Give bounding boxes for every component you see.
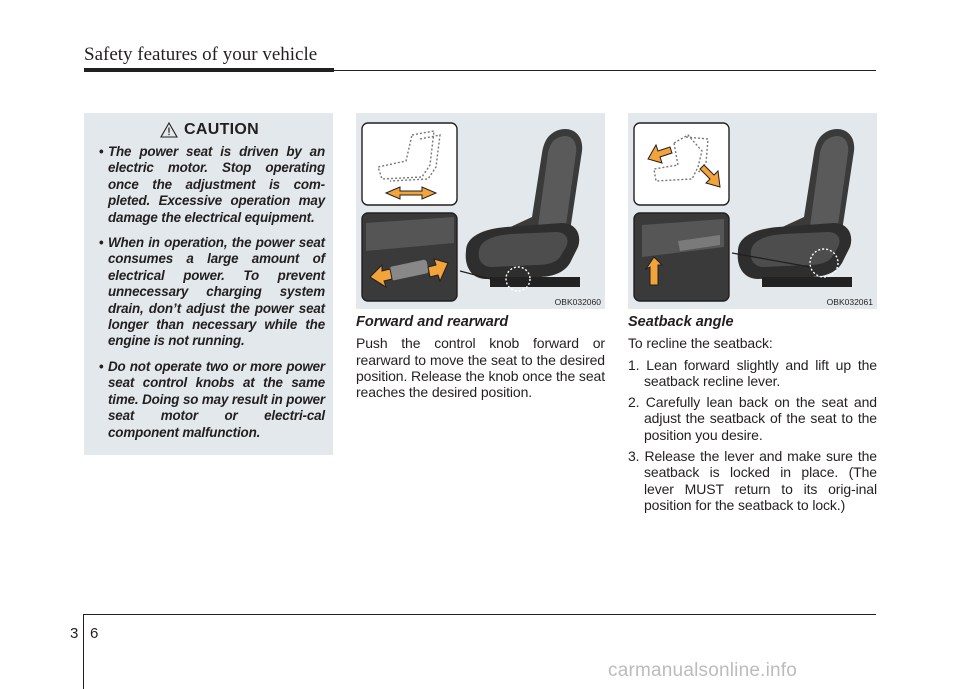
page-header-title: Safety features of your vehicle [84, 44, 318, 65]
seat-forward-illustration [356, 113, 605, 309]
caution-list [94, 144, 325, 441]
section-intro: To recline the seatback: [628, 335, 773, 352]
warning-triangle-icon [160, 122, 178, 138]
watermark: carmanualsonline.info [608, 660, 798, 681]
step-item: 3. Release the lever and make sure the seatback is locked in place. (The lever MUST return to its orig-inal position for the seatback to lock.) [628, 448, 877, 513]
seat-illustration [732, 129, 854, 287]
bullet-icon: • [99, 358, 104, 374]
caution-item: • The power seat is driven by an electric motor. Stop operating once the adjustment is com-pleted. Excessive operation may damage the electrical equipment. [99, 144, 325, 225]
seat-recline-illustration [628, 113, 877, 309]
step-item: 1. Lean forward slightly and lift up the seatback recline lever. [628, 356, 877, 389]
seatback-angle-section [628, 314, 877, 518]
inset-seat-outline [362, 123, 457, 205]
figure-code: OBK032061 [826, 297, 873, 307]
header-rule-thick [84, 68, 334, 72]
inset-recline-lever [634, 213, 729, 301]
caution-header [94, 121, 325, 139]
caution-box [84, 113, 333, 455]
bullet-icon: • [99, 235, 104, 251]
caution-item: • When in operation, the power seat consumes a large amount of electrical power. To prevent unnecessary charging system drain, don’t adjust the power seat longer than necessary while the engine is not running. [99, 235, 325, 349]
section-heading: Forward and rearward [356, 314, 509, 330]
forward-rearward-section [356, 314, 605, 400]
inset-control-knob [362, 213, 457, 301]
page-number: 6 [90, 625, 99, 642]
figure-seatback-angle [628, 113, 877, 309]
page-chapter-number: 3 [70, 625, 79, 642]
caution-title: CAUTION [184, 121, 259, 138]
figure-code: OBK032060 [554, 297, 601, 307]
caution-item: • Do not operate two or more power seat control knobs at the same time. Doing so may result in power seat motor or electri-cal component malfunction. [99, 358, 325, 440]
footer-rule-horizontal [83, 614, 876, 615]
bullet-icon: • [99, 144, 104, 159]
inset-seat-outline [634, 123, 729, 205]
step-item: 2. Carefully lean back on the seat and adjust the seatback of the seat to the position you desire. [628, 394, 877, 443]
steps-list [628, 357, 877, 514]
section-body: Push the control knob forward or rearward to move the seat to the desired position. Release the knob once the seat reaches the desired position. [356, 335, 605, 401]
header-rule-thin [334, 70, 876, 71]
figure-forward-rearward [356, 113, 605, 309]
footer-rule-vertical [83, 614, 84, 689]
section-heading: Seatback angle [628, 314, 734, 330]
seat-illustration [460, 129, 582, 291]
